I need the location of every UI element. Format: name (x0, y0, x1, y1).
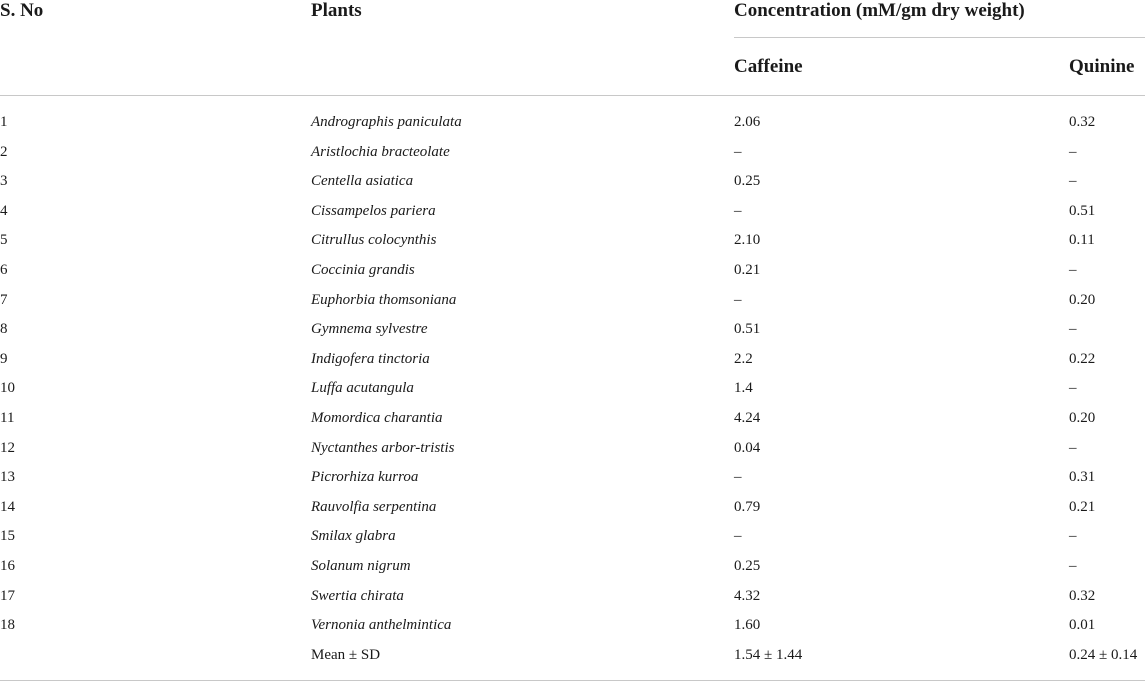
cell-plant: Momordica charantia (311, 409, 443, 426)
cell-sno: 17 (0, 587, 15, 604)
cell-quinine: – (1069, 173, 1077, 190)
cell-plant: Cissampelos pariera (311, 202, 436, 219)
cell-caffeine: 2.06 (734, 114, 761, 130)
cell-caffeine: – (734, 143, 742, 160)
table-body (0, 108, 1145, 670)
cell-sno: 3 (0, 173, 8, 190)
cell-sno: 2 (0, 143, 8, 160)
cell-plant: Indigofera tinctoria (311, 350, 430, 367)
cell-sno: 12 (0, 439, 15, 456)
table-row (0, 552, 1145, 582)
cell-sno: 1 (0, 114, 8, 130)
cell-quinine: – (1069, 439, 1077, 456)
cell-quinine: 0.51 (1069, 202, 1096, 219)
cell-quinine: 0.21 (1069, 498, 1096, 515)
table-row (0, 197, 1145, 227)
table-header (0, 0, 1145, 96)
table-row (0, 493, 1145, 523)
cell-sno: 4 (0, 202, 8, 219)
cell-quinine: – (1069, 143, 1077, 160)
cell-caffeine: – (734, 528, 742, 545)
cell-plant: Andrographis paniculata (311, 114, 462, 130)
cell-sno: 6 (0, 261, 8, 278)
cell-quinine: – (1069, 557, 1077, 574)
cell-plant: Citrullus colocynthis (311, 232, 437, 249)
cell-sno: 10 (0, 380, 15, 397)
cell-caffeine: – (734, 469, 742, 486)
table-row (0, 167, 1145, 197)
cell-sno: 7 (0, 291, 8, 308)
cell-quinine: 0.20 (1069, 409, 1096, 426)
cell-caffeine: 0.04 (734, 439, 761, 456)
cell-plant: Coccinia grandis (311, 261, 415, 278)
header-subrule (734, 37, 1145, 38)
cell-plant: Centella asiatica (311, 173, 414, 190)
summary-caffeine: 1.54 ± 1.44 (734, 646, 803, 663)
table-row (0, 463, 1145, 493)
table-row (0, 404, 1145, 434)
cell-caffeine: 2.10 (734, 232, 761, 249)
cell-plant: Swertia chirata (311, 587, 404, 604)
summary-label: Mean ± SD (311, 646, 381, 663)
cell-caffeine: 1.4 (734, 380, 753, 397)
table-row (0, 611, 1145, 641)
cell-plant: Solanum nigrum (311, 557, 411, 574)
table-row (0, 582, 1145, 612)
header-caffeine: Caffeine (734, 56, 803, 77)
cell-caffeine: 4.24 (734, 409, 761, 426)
table-row (0, 522, 1145, 552)
header-concentration: Concentration (mM/gm dry weight) (734, 0, 1025, 21)
cell-plant: Euphorbia thomsoniana (311, 291, 457, 308)
cell-sno: 8 (0, 321, 8, 338)
cell-caffeine: 0.51 (734, 321, 761, 338)
table-row (0, 226, 1145, 256)
cell-quinine: 0.22 (1069, 350, 1096, 367)
cell-caffeine: 1.60 (734, 617, 761, 634)
header-plants: Plants (311, 0, 362, 21)
table-row (0, 315, 1145, 345)
cell-sno: 14 (0, 498, 15, 515)
cell-quinine: – (1069, 261, 1077, 278)
cell-quinine: – (1069, 321, 1077, 338)
table-row (0, 434, 1145, 464)
table-row (0, 138, 1145, 168)
cell-caffeine: – (734, 291, 742, 308)
cell-quinine: 0.01 (1069, 617, 1096, 634)
cell-caffeine: 0.79 (734, 498, 761, 515)
cell-caffeine: 2.2 (734, 350, 753, 367)
cell-quinine: 0.11 (1069, 232, 1095, 249)
cell-quinine: – (1069, 528, 1077, 545)
cell-sno: 18 (0, 617, 15, 634)
cell-sno: 13 (0, 469, 15, 486)
cell-quinine: 0.31 (1069, 469, 1096, 486)
cell-plant: Vernonia anthelmintica (311, 617, 452, 634)
table-row (0, 108, 1145, 138)
cell-plant: Gymnema sylvestre (311, 321, 428, 338)
cell-plant: Nyctanthes arbor-tristis (311, 439, 455, 456)
table-row (0, 256, 1145, 286)
cell-caffeine: 0.25 (734, 557, 761, 574)
cell-plant: Rauvolfia serpentina (311, 498, 437, 515)
cell-quinine: 0.32 (1069, 114, 1096, 130)
summary-row (0, 641, 1145, 671)
header-quinine: Quinine (1069, 56, 1135, 77)
table-row (0, 345, 1145, 375)
cell-quinine: 0.32 (1069, 587, 1096, 604)
cell-plant: Picrorhiza kurroa (311, 469, 419, 486)
cell-plant: Smilax glabra (311, 528, 396, 545)
cell-caffeine: 4.32 (734, 587, 761, 604)
cell-sno: 16 (0, 557, 15, 574)
cell-caffeine: – (734, 202, 742, 219)
summary-quinine: 0.24 ± 0.14 (1069, 646, 1138, 663)
cell-sno: 9 (0, 350, 8, 367)
cell-caffeine: 0.25 (734, 173, 761, 190)
table-row (0, 374, 1145, 404)
cell-plant: Aristlochia bracteolate (311, 143, 450, 160)
table-row (0, 286, 1145, 316)
cell-sno: 15 (0, 528, 15, 545)
cell-plant: Luffa acutangula (311, 380, 414, 397)
cell-sno: 11 (0, 409, 15, 426)
cell-quinine: – (1069, 380, 1077, 397)
header-sno: S. No (0, 0, 44, 21)
cell-caffeine: 0.21 (734, 261, 761, 278)
cell-sno: 5 (0, 232, 8, 249)
cell-quinine: 0.20 (1069, 291, 1096, 308)
